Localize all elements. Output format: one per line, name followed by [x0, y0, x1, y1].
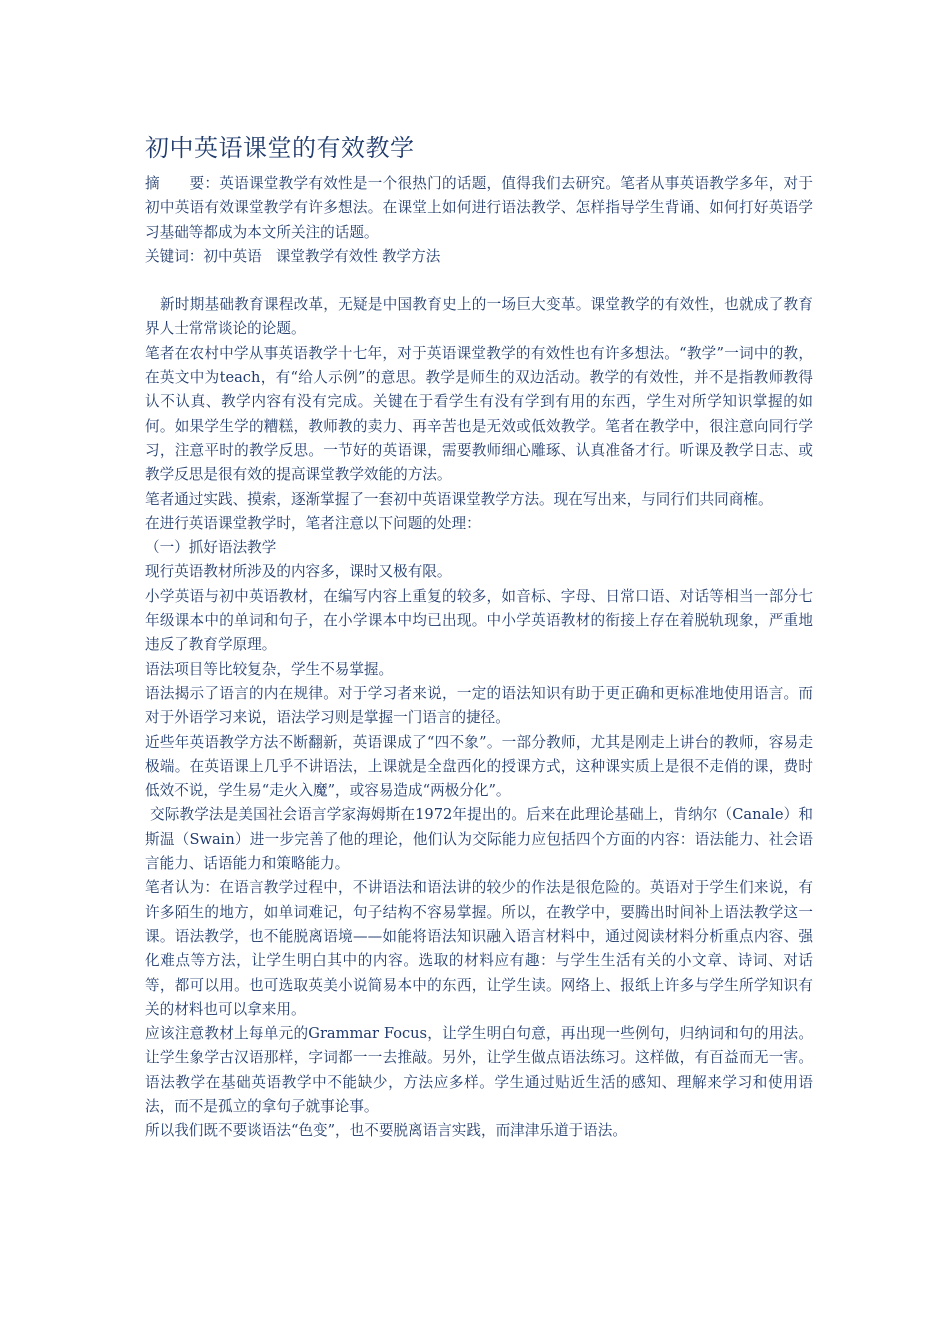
- document-title: 初中英语课堂的有效教学: [145, 134, 415, 162]
- keyword: 教学方法: [381, 247, 441, 265]
- body-paragraph: 语法揭示了语言的内在规律。对于学习者来说，一定的语法知识有助于更正确和更标准地使用语言。而对于外语学习来说，语法学习则是掌握一门语言的捷径。: [145, 684, 813, 727]
- blank-line: [145, 269, 813, 293]
- keyword: 课堂教学有效性: [275, 247, 378, 265]
- body-paragraph: 在进行英语课堂教学时，笔者注意以下问题的处理：: [145, 514, 481, 532]
- abstract: 摘 要：英语课堂教学有效性是一个很热门的话题，值得我们去研究。笔者从事英语教学多年，对于初中英语有效课堂教学有许多想法。在课堂上如何进行语法教学、怎样指导学生背诵、如何打好英语学习基础等都成为本文所关注的话题。: [145, 175, 813, 241]
- body-paragraph: 语法项目等比较复杂，学生不易掌握。: [145, 660, 394, 678]
- body-paragraph: 所以我们既不要谈语法“色变”，也不要脱离语言实践，而津津乐道于语法。: [145, 1122, 627, 1140]
- body-paragraph: 小学英语与初中英语教材，在编写内容上重复的较多，如音标、字母、日常口语、对话等相当一部分七年级课本中的单词和句子，在小学课本中均已出现。中小学英语教材的衔接上存在着脱轨现象，严重地违反了教育学原理。: [145, 587, 813, 654]
- keywords-label: 关键词：: [145, 247, 204, 265]
- keyword: 初中英语: [203, 247, 262, 265]
- body-paragraph: 交际教学法是美国社会语言学家海姆斯在1972年提出的。后来在此理论基础上，肯纳尔（Canale）和斯温（Swain）进一步完善了他的理论，他们认为交际能力应包括四个方面的内容：语法能力、社会语言能力、话语能力和策略能力。: [145, 806, 813, 873]
- body-paragraph: 笔者在农村中学从事英语教学十七年，对于英语课堂教学的有效性也有许多想法。“教学”一词中的教，在英文中为teach，有“给人示例”的意思。教学是师生的双边活动。教学的有效性，并不是指教师教得认不认真、教学内容有没有完成。关键在于看学生有没有学到有用的东西，学生对所学知识掌握的如何。如果学生学的糟糕，教师教的卖力、再辛苦也是无效或低效教学。笔者在教学中，很注意向同行学习，注意平时的教学反思。一节好的英语课，需要教师细心雕琢、认真准备才行。听课及教学日志、或教学反思是很有效的提高课堂教学效能的方法。: [145, 344, 813, 484]
- body-paragraph: 近些年英语教学方法不断翻新，英语课成了“四不象”。一部分教师，尤其是刚走上讲台的教师，容易走极端。在英语课上几乎不讲语法，上课就是全盘西化的授课方式，这种课实质上是很不走俏的课，费时低效不说，学生易“走火入魔”，或容易造成“两极分化”。: [145, 733, 813, 800]
- body-paragraph: 新时期基础教育课程改革，无疑是中国教育史上的一场巨大变革。课堂教学的有效性，也就成了教育界人士常常谈论的论题。: [145, 296, 813, 338]
- body-paragraph: 笔者通过实践、摸索，逐渐掌握了一套初中英语课堂教学方法。现在写出来，与同行们共同商榷。: [145, 490, 773, 508]
- body-paragraph: 现行英语教材所涉及的内容多，课时又极有限。: [145, 563, 452, 581]
- keywords-line: [145, 245, 813, 269]
- section-heading: （一）抓好语法教学: [145, 539, 277, 557]
- document-page: [145, 128, 813, 1144]
- body-paragraph: 应该注意教材上每单元的Grammar Focus，让学生明白句意，再出现一些例句，归纳词和句的用法。让学生象学古汉语那样，字词都一一去推敲。另外，让学生做点语法练习。这样做，有百益而无一害。语法教学在基础英语教学中不能缺少，方法应多样。学生通过贴近生活的感知、理解来学习和使用语法，而不是孤立的拿句子就事论事。: [145, 1025, 813, 1115]
- body-paragraph: 笔者认为：在语言教学过程中，不讲语法和语法讲的较少的作法是很危险的。英语对于学生们来说，有许多陌生的地方，如单词难记，句子结构不容易掌握。所以，在教学中，要腾出时间补上语法教学这一课。语法教学，也不能脱离语境——如能将语法知识融入语言材料中，通过阅读材料分析重点内容、强化难点等方法，让学生明白其中的内容。选取的材料应有趣：与学生生活有关的小文章、诗词、对话等，都可以用。也可选取英美小说简易本中的东西，让学生读。网络上、报纸上许多与学生所学知识有关的材料也可以拿来用。: [145, 879, 813, 1018]
